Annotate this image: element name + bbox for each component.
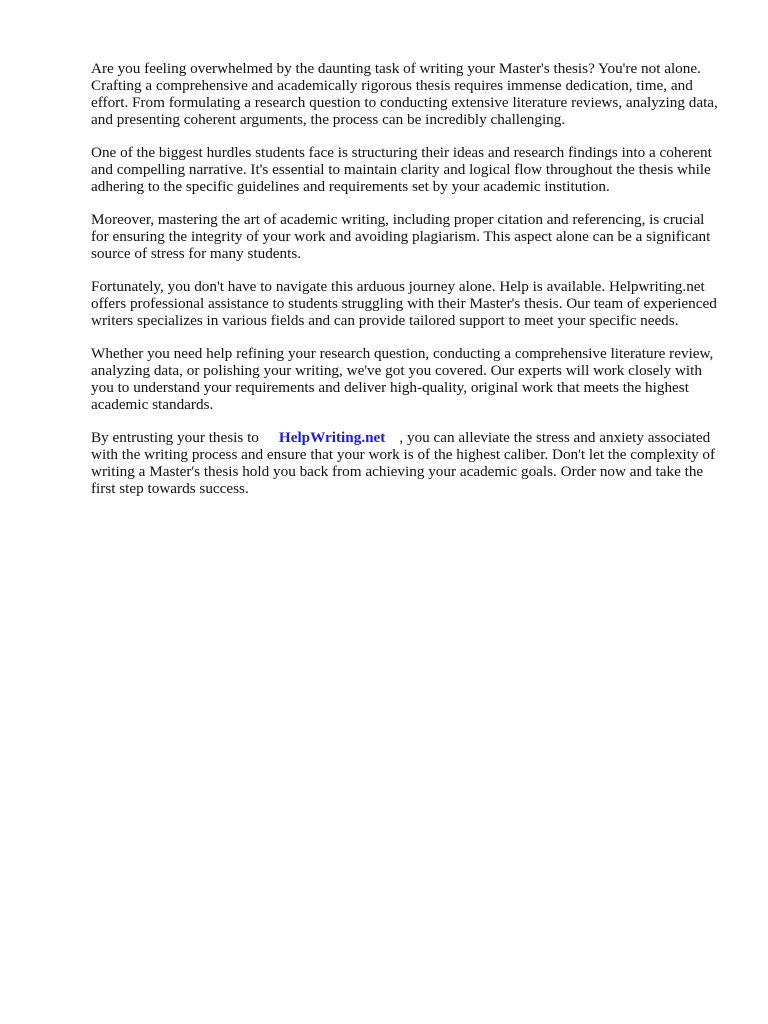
paragraph-hurdles: One of the biggest hurdles students face is structuring their ideas and research findings into a coherent and compelling narrative. It's essential to maintain clarity and logical flow throughout the thesis while adhering to the specific guidelines and requirements set by your academic institution. bbox=[91, 144, 712, 195]
closing-text-after-link: , you can alleviate the stress and anxiety associated with the writing process and ensure that your work is of the highest caliber. Don't let the complexity of writing a Master's thesis hold you back from achieving your academic goals. Order now and take the first step towards success. bbox=[91, 429, 716, 497]
helpwriting-link[interactable]: HelpWriting.net bbox=[278, 429, 386, 446]
closing-text-before-link: By entrusting your thesis to bbox=[91, 429, 259, 446]
paragraph-help-available: Fortunately, you don't have to navigate this arduous journey alone. Help is available. Helpwriting.net offers professional assistance to students struggling with their Master's thesis. Our team of experienced writers specializes in various fields and can provide tailored support to meet your specific needs. bbox=[91, 278, 717, 329]
document-body bbox=[91, 60, 723, 513]
paragraph-services: Whether you need help refining your research question, conducting a comprehensive literature review, analyzing data, or polishing your writing, we've got you covered. Our experts will work closely with you to understand your requirements and deliver high-quality, original work that meets the highest academic standards. bbox=[91, 345, 714, 413]
paragraph-intro: Are you feeling overwhelmed by the daunting task of writing your Master's thesis? You're not alone. Crafting a comprehensive and academically rigorous thesis requires immense dedication, time, and effort. From formulating a research question to conducting extensive literature reviews, analyzing data, and presenting coherent arguments, the process can be incredibly challenging. bbox=[91, 60, 718, 128]
paragraph-closing bbox=[91, 429, 723, 497]
paragraph-academic-writing: Moreover, mastering the art of academic writing, including proper citation and referencing, is crucial for ensuring the integrity of your work and avoiding plagiarism. This aspect alone can be a significant source of stress for many students. bbox=[91, 211, 711, 262]
